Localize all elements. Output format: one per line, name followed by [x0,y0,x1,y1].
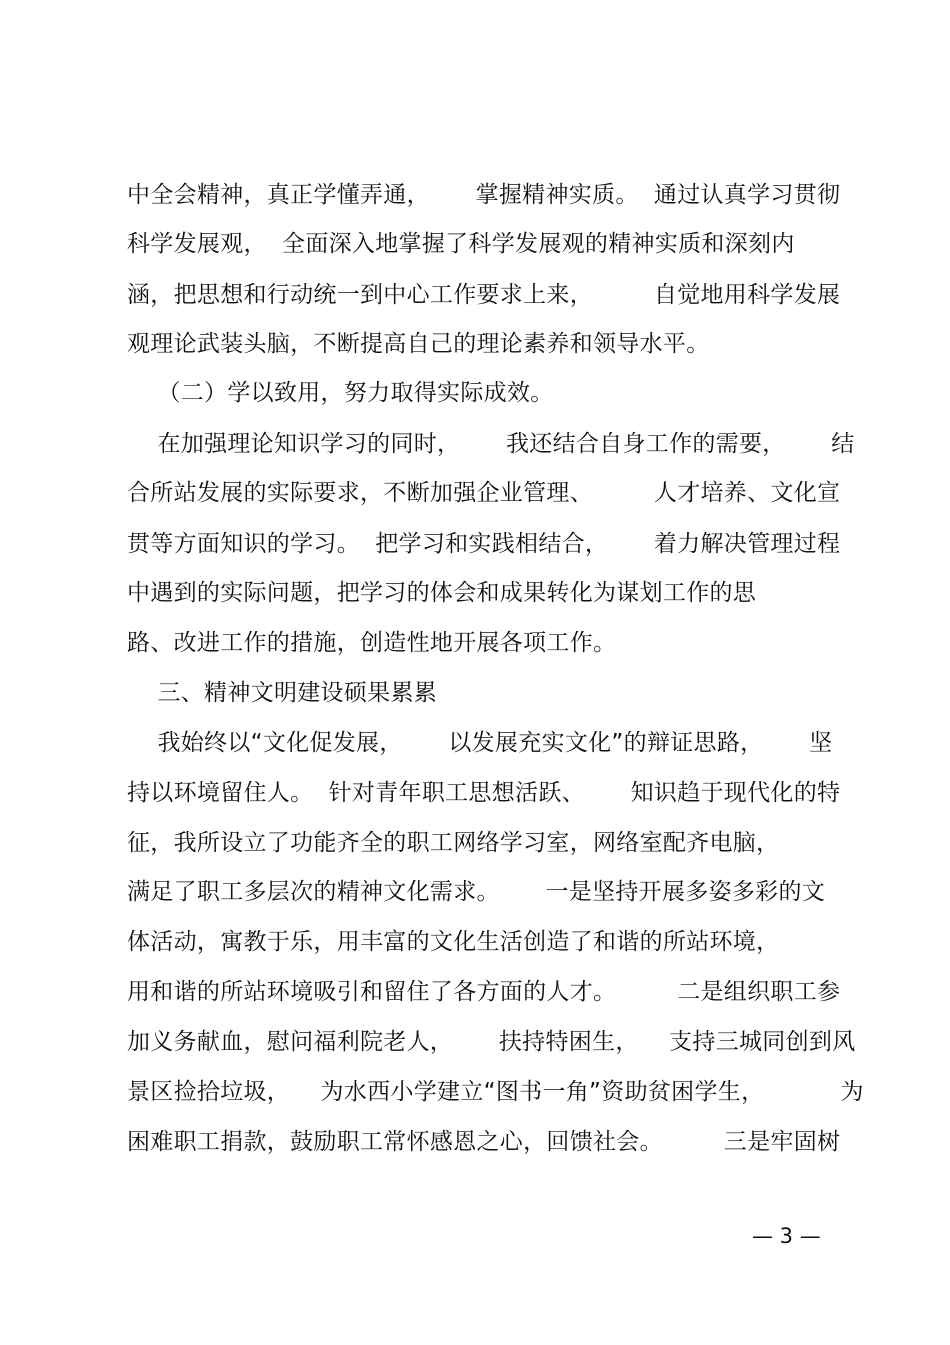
text-line-13: 持以环境留住人。 针对青年职工思想活跃、 知识趋于现代化的特 [127,780,841,806]
text-line-10: 路、改进工作的措施，创造性地开展各项工作。 [127,630,617,656]
text-line-18: 加义务献血，慰问福利院老人， 扶持特困生， 支持三城同创到风 [127,1029,856,1055]
text-line-7: 合所站发展的实际要求，不断加强企业管理、 人才培养、文化宣 [127,480,841,506]
section-heading: 三、精神文明建设硕果累累 [127,680,438,706]
text-line-16: 体活动，寓教于乐，用丰富的文化生活创造了和谐的所站环境， [127,929,780,955]
text-line-14: 征，我所设立了功能齐全的职工网络学习室，网络室配齐电脑， [127,830,780,856]
text-line-2: 科学发展观， 全面深入地掌握了科学发展观的精神实质和深刻内 [127,231,795,257]
page-number: — 3 — [752,1224,821,1248]
text-line-5: （二）学以致用，努力取得实际成效。 [127,380,554,406]
text-line-17: 用和谐的所站环境吸引和留住了各方面的人才。 二是组织职工参 [127,979,841,1005]
text-line-20: 困难职工捐款，鼓励职工常怀感恩之心，回馈社会。 三是牢固树 [127,1129,841,1155]
text-line-1: 中全会精神，真正学懂弄通， 掌握精神实质。 通过认真学习贯彻 [127,182,841,208]
text-line-15: 满足了职工多层次的精神文化需求。 一是坚持开展多姿多彩的文 [127,879,826,905]
text-line-9: 中遇到的实际问题，把学习的体会和成果转化为谋划工作的思 [127,580,757,606]
text-line-8: 贯等方面知识的学习。 把学习和实践相结合， 着力解决管理过程 [127,531,841,557]
text-line-3: 涵，把思想和行动统一到中心工作要求上来， 自觉地用科学发展 [127,282,841,308]
text-line-4: 观理论武装头脑，不断提高自己的理论素养和领导水平。 [127,331,710,357]
text-line-12: 我始终以“文化促发展， 以发展充实文化”的辩证思路， 坚 [127,730,833,756]
text-line-19: 景区捡拾垃圾， 为水西小学建立“图书一角”资助贫困学生， 为 [127,1079,864,1105]
text-line-6: 在加强理论知识学习的同时， 我还结合自身工作的需要， 结 [127,431,855,457]
